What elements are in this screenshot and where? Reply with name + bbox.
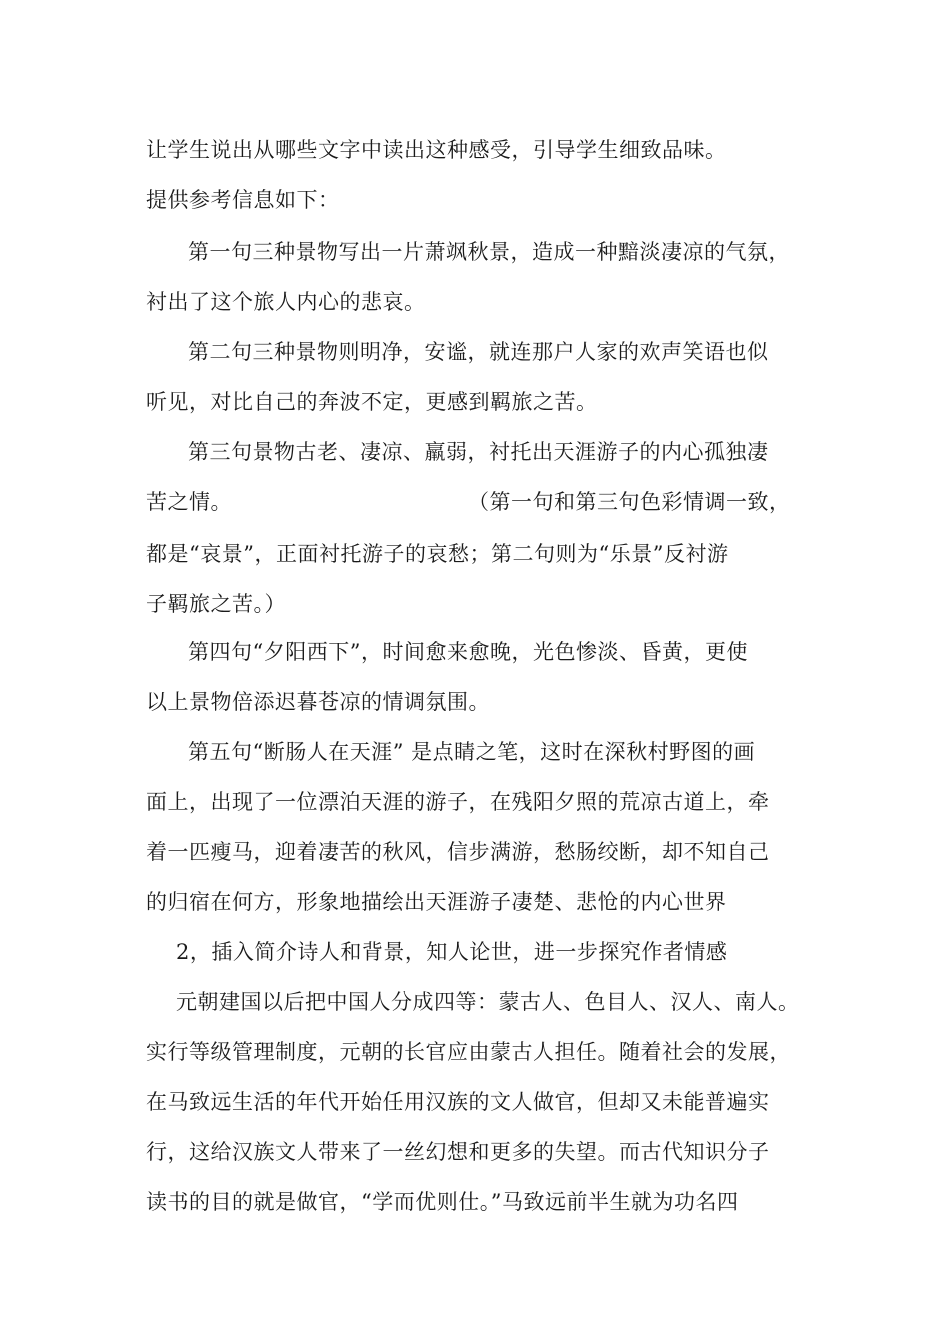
text-line: 苦之情。 xyxy=(146,490,232,514)
text-line: 让学生说出从哪些文字中读出这种感受，引导学生细致品味。 xyxy=(146,138,727,162)
text-line: 的归宿在何方，形象地描绘出天涯游子凄楚、悲怆的内心世界 xyxy=(146,890,727,914)
text-line: 面上，出现了一位漂泊天涯的游子，在残阳夕照的荒凉古道上，牵 xyxy=(146,790,770,814)
text-line: 着一匹瘦马，迎着凄苦的秋风，信步满游，愁肠绞断，却不知自己 xyxy=(146,840,770,864)
text-line: 读书的目的就是做官，“学而优则仕。”马致远前半生就为功名四 xyxy=(146,1190,739,1214)
text-line: 都是“哀景”，正面衬托游子的哀愁；第二句则为“乐景”反衬游 xyxy=(146,542,729,566)
text-line: 提供参考信息如下： xyxy=(146,188,340,212)
text-line: 衬出了这个旅人内心的悲哀。 xyxy=(146,290,426,314)
text-line: 元朝建国以后把中国人分成四等：蒙古人、色目人、汉人、南人。 xyxy=(176,990,800,1014)
text-line: 行，这给汉族文人带来了一丝幻想和更多的失望。而古代知识分子 xyxy=(146,1140,770,1164)
text-line: 第三句景物古老、凄凉、羸弱，衬托出天涯游子的内心孤独凄 xyxy=(188,440,769,464)
text-line: 以上景物倍添迟暮苍凉的情调氛围。 xyxy=(146,690,490,714)
text-line: 第一句三种景物写出一片萧飒秋景，造成一种黯淡凄凉的气氛， xyxy=(188,240,790,264)
text-line: 听见，对比自己的奔波不定，更感到羁旅之苦。 xyxy=(146,390,598,414)
text-line: 第四句“夕阳西下”，时间愈来愈晚，光色惨淡、昏黄，更使 xyxy=(188,640,748,664)
text-line: 在马致远生活的年代开始任用汉族的文人做官，但却又未能普遍实 xyxy=(146,1090,770,1114)
text-line: （第一句和第三句色彩情调一致， xyxy=(468,490,791,514)
text-line: 实行等级管理制度，元朝的长官应由蒙古人担任。随着社会的发展， xyxy=(146,1040,791,1064)
text-line: 第五句“断肠人在天涯” 是点睛之笔，这时在深秋村野图的画 xyxy=(188,740,756,764)
section-heading: 2，插入简介诗人和背景，知人论世，进一步探究作者情感 xyxy=(176,940,728,964)
text-line: 第二句三种景物则明净，安谧，就连那户人家的欢声笑语也似 xyxy=(188,340,769,364)
text-line: 子羁旅之苦。） xyxy=(146,592,286,616)
